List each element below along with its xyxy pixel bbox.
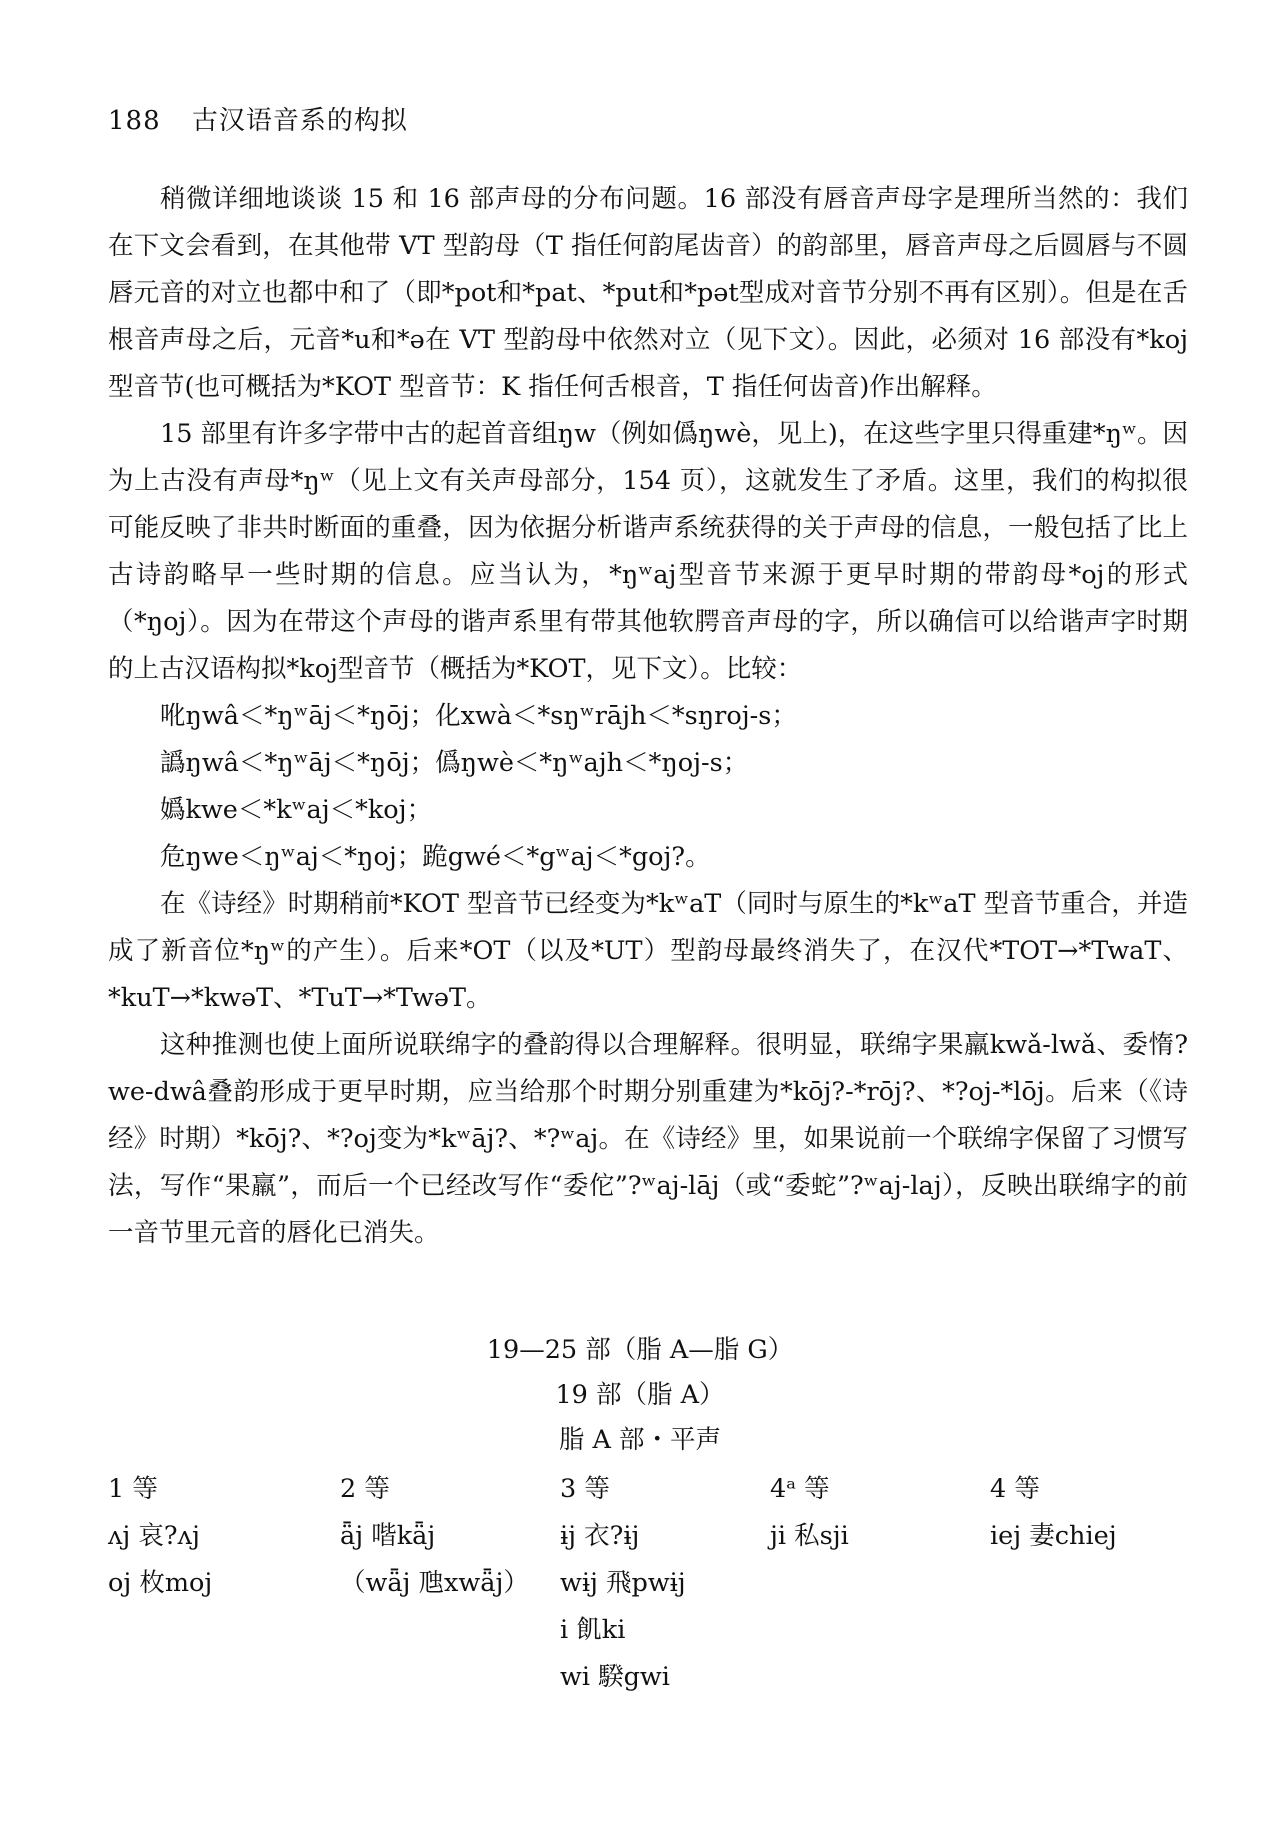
subsubsection-heading: 脂 A 部・平声 (558, 1425, 722, 1455)
table-cell: （wǟj 虺xwǟj） (340, 1568, 529, 1598)
table-cell: oj 枚moj (108, 1568, 213, 1598)
table-cell: ji 私sji (770, 1521, 849, 1551)
table-cell: ǟj 喈kǟj (340, 1521, 436, 1551)
table-cell: wi 騤gwi (560, 1662, 670, 1692)
example-line: 危ŋwe＜ŋʷaj＜*ŋoj；跪gwé＜*gʷaj＜*goj?。 (160, 842, 711, 872)
running-header (108, 100, 408, 137)
rhyme-table (0, 1466, 1280, 1706)
paragraph: 在《诗经》时期稍前*KOT 型音节已经变为*kʷaT（同时与原生的*kʷaT 型音节重合，并造成了新音位*ŋʷ的产生）。后来*OT（以及*UT）型韵母最终消失了，在汉代*TOT→*TwaT、*kuT→*kwəT、*TuT→*TwəT。 (108, 889, 1188, 1013)
paragraph: 15 部里有许多字带中古的起首音组ŋw（例如僞ŋwè，见上)，在这些字里只得重建*ŋʷ。因为上古没有声母*ŋʷ（见上文有关声母部分，154 页），这就发生了矛盾。这里，我们的构拟很可能反映了非共时断面的重叠，因为依据分析谐声系统获得的关于声母的信息，一般包括了比上古诗韵略早一些时期的信息。应当认为，*ŋʷaj型音节来源于更早时期的带韵母*oj的形式（*ŋoj）。因为在带这个声母的谐声系里有带其他软腭音声母的字，所以确信可以给谐声字时期的上古汉语构拟*koj型音节（概括为*KOT，见下文）。比较： (108, 419, 1188, 684)
paragraph: 这种推测也使上面所说联绵字的叠韵得以合理解释。很明显，联绵字果羸kwǎ-lwǎ、委惰?we-dwâ叠韵形成于更早时期，应当给那个时期分别重建为*kōj?-*rōj?、*?oj-*lōj。后来（《诗经》时期）*kōj?、*?oj变为*kʷāj?、*?ʷaj。在《诗经》里，如果说前一个联绵字保留了习惯写法，写作“果羸”，而后一个已经改写作“委佗”?ʷaj-lāj（或“委蛇”?ʷaj-laj），反映出联绵字的前一音节里元音的唇化已消失。 (108, 1030, 1188, 1248)
table-cell: i 飢ki (560, 1615, 626, 1645)
column-header: 4ᵃ 等 (770, 1474, 830, 1504)
table-column (770, 1466, 849, 1560)
main-text (108, 176, 1188, 1257)
running-title: 古汉语音系的构拟 (191, 106, 408, 136)
column-header: 3 等 (560, 1474, 610, 1504)
table-cell: ʌj 哀?ʌj (108, 1521, 200, 1551)
example-line: 譌ŋwâ＜*ŋʷāj＜*ŋōj；僞ŋwè＜*ŋʷajh＜*ŋoj-s； (160, 748, 749, 778)
section-heading: 19—25 部（脂 A—脂 G） (486, 1335, 794, 1365)
table-cell: ɨj 衣?ɨj (560, 1521, 640, 1551)
column-header: 1 等 (108, 1474, 158, 1504)
table-column (108, 1466, 212, 1607)
table-cell: wɨj 飛pwɨj (560, 1568, 686, 1598)
table-column (990, 1466, 1117, 1560)
column-header: 4 等 (990, 1474, 1040, 1504)
table-column (340, 1466, 529, 1607)
paragraph: 稍微详细地谈谈 15 和 16 部声母的分布问题。16 部没有唇音声母字是理所当然的：我们在下文会看到，在其他带 VT 型韵母（T 指任何韵尾齿音）的韵部里，唇音声母之后圆唇与不圆唇元音的对立也都中和了（即*pot和*pat、*put和*pət型成对音节分别不再有区别）。但是在舌根音声母之后，元音*u和*ə在 VT 型韵母中依然对立（见下文）。因此，必须对 16 部没有*koj型音节(也可概括为*KOT 型音节：K 指任何舌根音，T 指任何齿音)作出解释。 (108, 184, 1188, 402)
example-line: 嬀kwe＜*kʷaj＜*koj； (160, 795, 433, 825)
subsection-heading: 19 部（脂 A） (555, 1380, 725, 1410)
example-line: 吪ŋwâ＜*ŋʷāj＜*ŋōj；化xwà＜*sŋʷrājh＜*sŋroj-s； (160, 701, 797, 731)
page-number: 188 (108, 106, 161, 136)
table-cell: iej 妻chiej (990, 1521, 1117, 1551)
table-column (560, 1466, 686, 1701)
column-header: 2 等 (340, 1474, 390, 1504)
